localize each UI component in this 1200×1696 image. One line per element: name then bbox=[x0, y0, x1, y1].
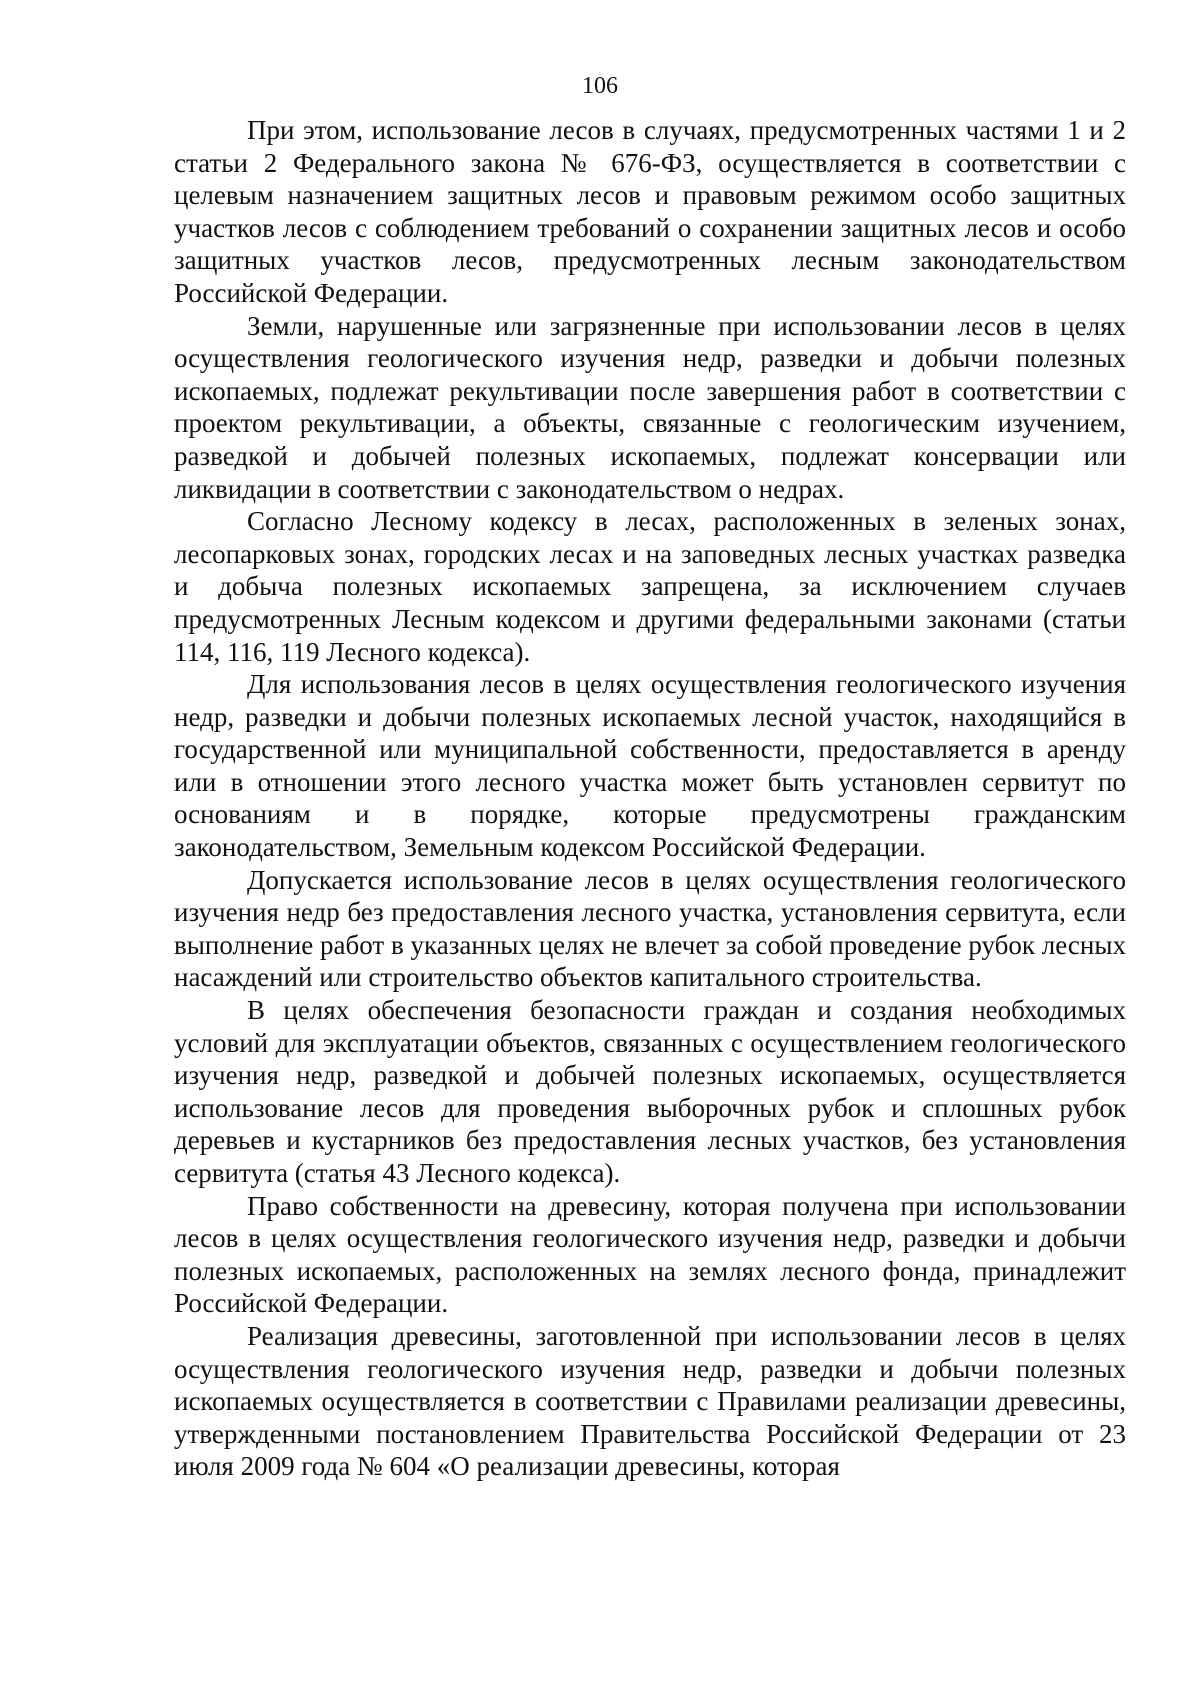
paragraph-timber-sale: Реализация древесины, заготовленной при использовании лесов в целях осуществления геологического изучения недр, разведки и добычи полезных ископаемых осуществляется в соответствии с Правилами реализации древесины, утвержденными постановлением Правительства Российской Федерации от 23 июля 2009 года № 604 «О реализации древесины, которая bbox=[174, 1320, 1126, 1482]
paragraph-land-reclamation: Земли, нарушенные или загрязненные при использовании лесов в целях осуществления геологического изучения недр, разведки и добычи полезных ископаемых, подлежат рекультивации после завершения работ в соответствии с проектом рекультивации, а объекты, связанные с геологическим изучением, разведкой и добычей полезных ископаемых, подлежат консервации или ликвидации в соответствии с законодательством о недрах. bbox=[174, 310, 1126, 504]
paragraph-use-without-plot: Допускается использование лесов в целях осуществления геологического изучения недр без предоставления лесного участка, установления сервитута, если выполнение работ в указанных целях не влечет за собой проведение рубок лесных насаждений или строительство объектов капитального строительства. bbox=[174, 864, 1126, 993]
document-body bbox=[174, 114, 1126, 1483]
paragraph-lease-servitude: Для использования лесов в целях осуществления геологического изучения недр, разведки и добычи полезных ископаемых лесной участок, находящийся в государственной или муниципальной собственности, предоставляется в аренду или в отношении этого лесного участка может быть установлен сервитут по основаниям и в порядке, которые предусмотрены гражданским законодательством, Земельным кодексом Российской Федерации. bbox=[174, 669, 1126, 863]
paragraph-timber-ownership: Право собственности на древесину, которая получена при использовании лесов в целях осуществления геологического изучения недр, разведки и добычи полезных ископаемых, расположенных на землях лесного фонда, принадлежит Российской Федерации. bbox=[174, 1190, 1126, 1319]
paragraph-prohibited-zones: Согласно Лесному кодексу в лесах, расположенных в зеленых зонах, лесопарковых зонах, городских лесах и на заповедных лесных участках разведка и добыча полезных ископаемых запрещена, за исключением случаев предусмотренных Лесным кодексом и другими федеральными законами (статьи 114, 116, 119 Лесного кодекса). bbox=[174, 506, 1126, 667]
page-number: 106 bbox=[582, 73, 618, 99]
paragraph-forest-use-protective: При этом, использование лесов в случаях, предусмотренных частями 1 и 2 статьи 2 Федерального закона № 676-ФЗ, осуществляется в соответствии с целевым назначением защитных лесов и правовым режимом особо защитных участков лесов с соблюдением требований о сохранении защитных лесов и особо защитных участков лесов, предусмотренных лесным законодательством Российской Федерации. bbox=[174, 115, 1126, 308]
paragraph-safety-felling: В целях обеспечения безопасности граждан и создания необходимых условий для эксплуатации объектов, связанных с осуществлением геологического изучения недр, разведкой и добычей полезных ископаемых, осуществляется использование лесов для проведения выборочных рубок и сплошных рубок деревьев и кустарников без предоставления лесных участков, без установления сервитута (статья 43 Лесного кодекса). bbox=[174, 995, 1126, 1188]
